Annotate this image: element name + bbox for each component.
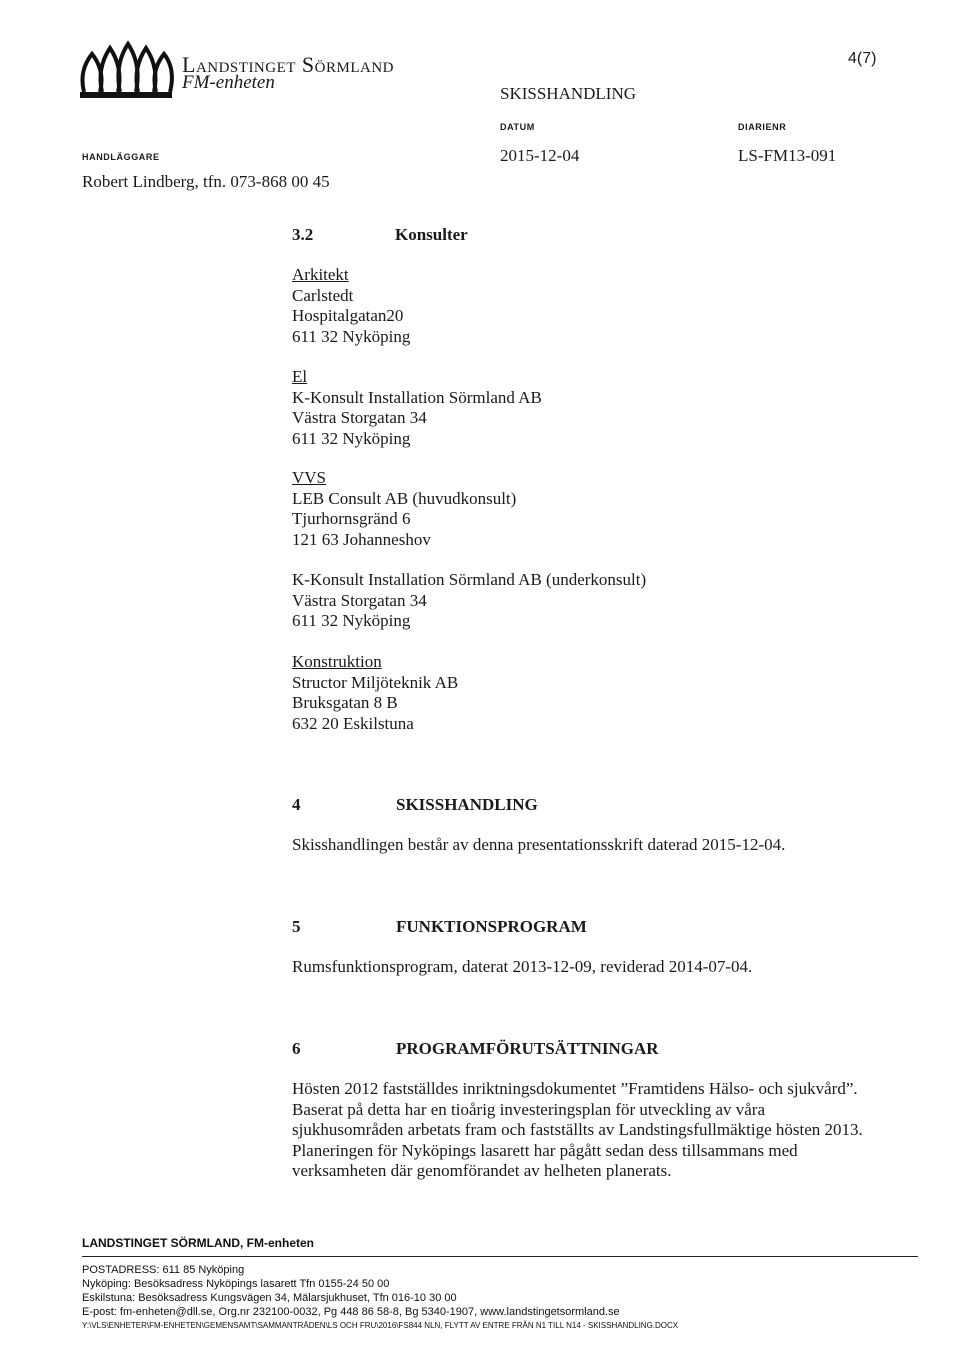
section-3-2-title: Konsulter	[395, 225, 468, 244]
handlaggare-value: Robert Lindberg, tfn. 073-868 00 45	[82, 172, 330, 191]
diarienr-value: LS-FM13-091	[738, 146, 837, 165]
handlaggare-label: HANDLÄGGARE	[82, 152, 160, 162]
address-line: LEB Consult AB (huvudkonsult)	[292, 488, 517, 508]
section-5-title: FUNKTIONSPROGRAM	[396, 917, 587, 936]
page-number: 4(7)	[848, 50, 877, 67]
consultant-vvs	[292, 468, 516, 550]
org-unit: FM-enheten	[182, 72, 275, 93]
section-5-text: Rumsfunktionsprogram, daterat 2013-12-09, reviderad 2014-07-04.	[292, 957, 753, 976]
consultant-heading: Arkitekt	[292, 265, 349, 284]
consultant-heading: Konstruktion	[292, 652, 382, 671]
address-line: K-Konsult Installation Sörmland AB	[292, 387, 542, 407]
footer-org: LANDSTINGET SÖRMLAND, FM-enheten	[82, 1236, 918, 1257]
consultant-arkitekt	[292, 265, 410, 347]
landstinget-logo-icon	[78, 40, 174, 100]
diarienr-label: DIARIENR	[738, 122, 787, 132]
page-footer	[82, 1236, 918, 1333]
datum-value: 2015-12-04	[500, 146, 580, 165]
consultant-heading: El	[292, 367, 308, 386]
address-line: 611 32 Nyköping	[292, 611, 411, 630]
section-6-text: Hösten 2012 fastställdes inriktningsdokumentet ”Framtidens Hälso- och sjukvård”. Baserat på detta har en tioårig investeringsplan för utveckling av våra sjukhusområden arbetats fram och fastställts av Landstingsfullmäktige hösten 2013. Planeringen för Nyköpings lasarett har pågått sedan dess tillsammans med verksamheten där genomförandet av helheten planerats.	[292, 1079, 863, 1180]
consultant-el	[292, 367, 542, 449]
address-line: Tjurhornsgränd 6	[292, 509, 411, 528]
address-line: Bruksgatan 8 B	[292, 693, 398, 712]
footer-email: E-post: fm-enheten@dll.se, Org.nr 232100-0032, Pg 448 86 58-8, Bg 5340-1907, www.landstingetsormland.se	[82, 1306, 620, 1318]
consultant-konstruktion	[292, 652, 458, 734]
datum-label: DATUM	[500, 122, 535, 132]
consultant-heading: VVS	[292, 468, 327, 487]
footer-eskilstuna: Eskilstuna: Besöksadress Kungsvägen 34, Mälarsjukhuset, Tfn 016-10 30 00	[82, 1292, 457, 1304]
address-line: Västra Storgatan 34	[292, 590, 427, 610]
section-6-title: PROGRAMFÖRUTSÄTTNINGAR	[396, 1039, 659, 1058]
address-line: 632 20 Eskilstuna	[292, 713, 414, 733]
document-type: SKISSHANDLING	[500, 84, 637, 103]
address-line: 611 32 Nyköping	[292, 326, 411, 346]
consultant-vvs-sub	[292, 570, 646, 632]
address-line: Structor Miljöteknik AB	[292, 672, 459, 692]
address-line: Västra Storgatan 34	[292, 408, 427, 427]
address-line: Carlstedt	[292, 285, 354, 305]
org-name: Landstinget Sörmland	[182, 52, 394, 77]
footer-nykoping: Nyköping: Besöksadress Nyköpings lasarett Tfn 0155-24 50 00	[82, 1278, 390, 1290]
footer-postadress: POSTADRESS: 611 85 Nyköping	[82, 1264, 245, 1276]
address-line: K-Konsult Installation Sörmland AB (underkonsult)	[292, 570, 647, 589]
section-3-2-number: 3.2	[292, 225, 314, 244]
section-4-text: Skisshandlingen består av denna presentationsskrift daterad 2015-12-04.	[292, 835, 786, 854]
footer-file-path: Y:\VLS\ENHETER\FM-ENHETEN\GEMENSAMT\SAMMANTRÄDEN\LS OCH FRU\2016\FS844 NLN, FLYTT AV ENTRE FRÅN N1 TILL N14 - SKISSHANDLING.DOCX	[82, 1321, 679, 1330]
section-4-number: 4	[292, 795, 301, 814]
section-4-title: SKISSHANDLING	[396, 795, 538, 814]
section-5-number: 5	[292, 917, 301, 936]
address-line: Hospitalgatan20	[292, 306, 404, 325]
address-line: 611 32 Nyköping	[292, 428, 411, 448]
address-line: 121 63 Johanneshov	[292, 529, 431, 549]
section-6-number: 6	[292, 1039, 301, 1058]
